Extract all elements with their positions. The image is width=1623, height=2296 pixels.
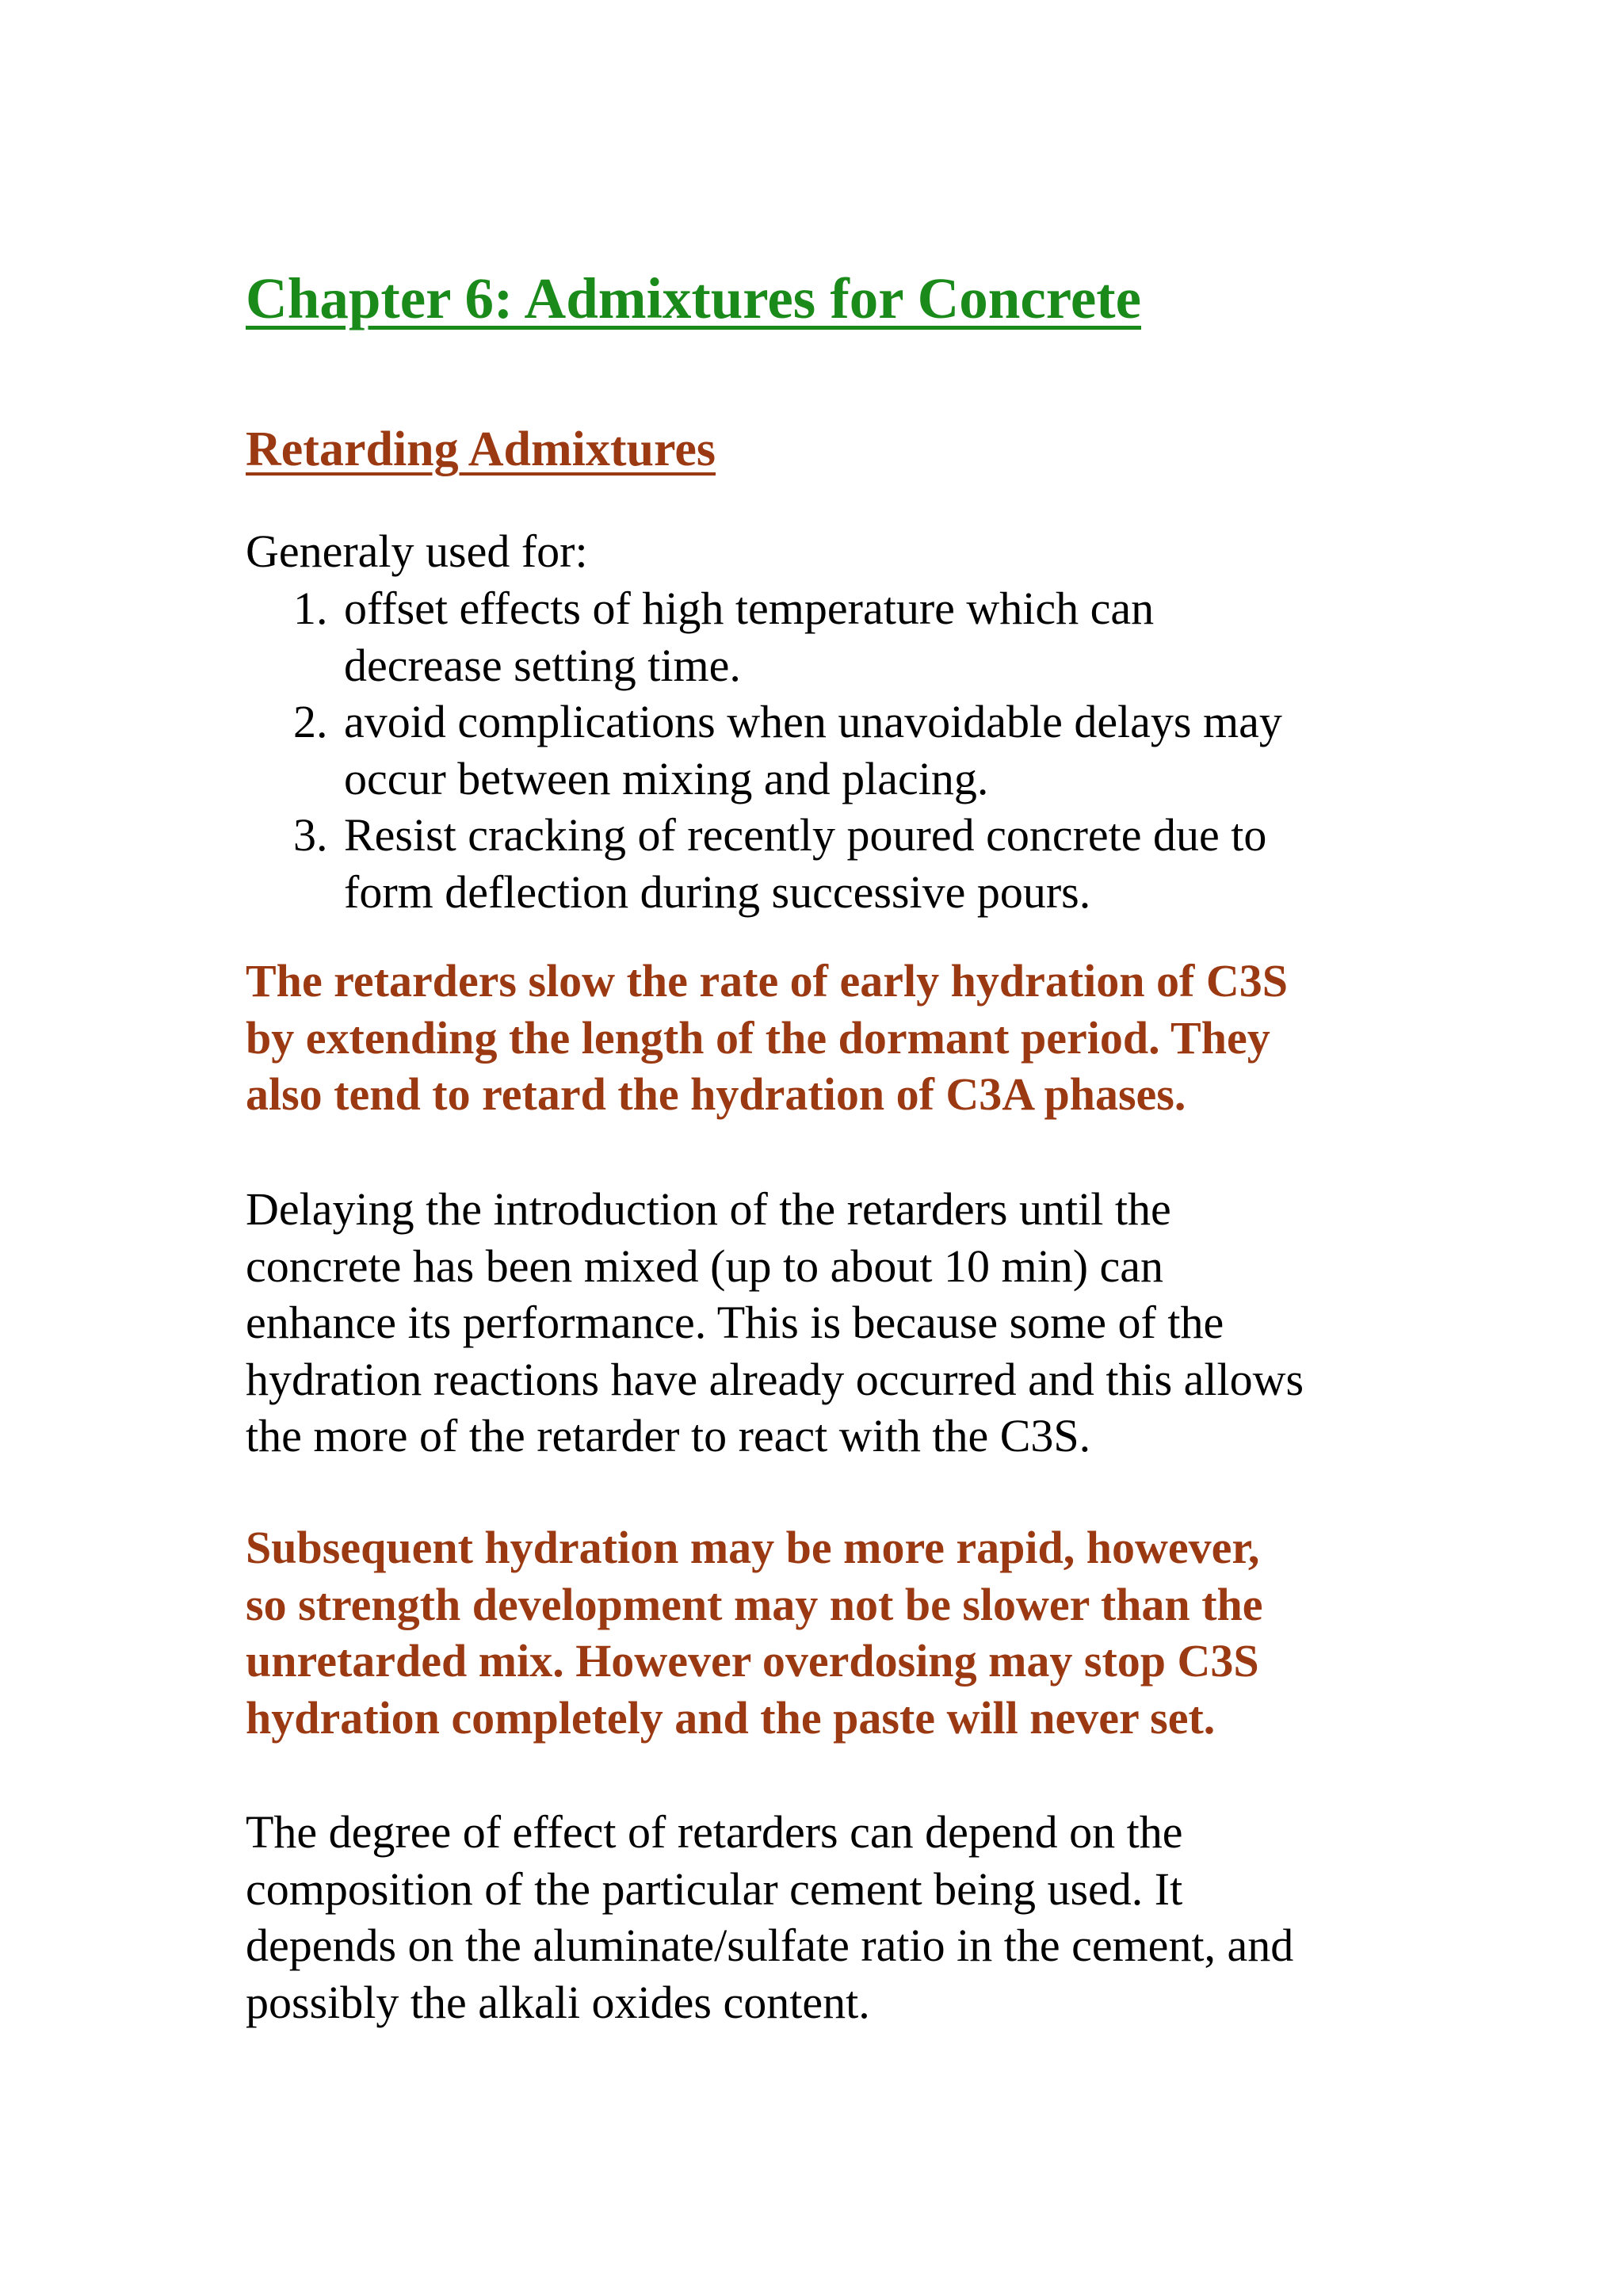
paragraph-line: hydration completely and the paste will never set. <box>246 1691 1216 1744</box>
paragraph-line: Delaying the introduction of the retarders until the <box>246 1183 1171 1235</box>
paragraph-subsequent-hydration <box>246 1519 1403 1746</box>
paragraph-line: so strength development may not be slower than the <box>246 1578 1263 1630</box>
paragraph-line: concrete has been mixed (up to about 10 min) can <box>246 1240 1163 1292</box>
list-item-line: offset effects of high temperature which can <box>344 583 1155 634</box>
paragraph-delayed-introduction <box>246 1181 1403 1465</box>
list-item-number: 2. <box>293 696 328 747</box>
paragraph-line: depends on the aluminate/sulfate ratio in the cement, and <box>246 1920 1294 1971</box>
chapter-title: Chapter 6: Admixtures for Concrete <box>246 266 1142 330</box>
list-item-line: Resist cracking of recently poured concrete due to <box>344 809 1267 861</box>
list-item-line: form deflection during successive pours. <box>344 865 1091 918</box>
paragraph-line: possibly the alkali oxides content. <box>246 1976 870 2028</box>
paragraph-line: the more of the retarder to react with the C3S. <box>246 1410 1091 1461</box>
intro-text: Generaly used for: <box>246 525 588 577</box>
list-item <box>246 693 1403 807</box>
list-item-line: occur between mixing and placing. <box>344 752 989 804</box>
paragraph-line: composition of the particular cement being used. It <box>246 1862 1183 1915</box>
paragraph-line: hydration reactions have already occurred and this allows <box>246 1353 1304 1405</box>
list-item-number: 3. <box>293 809 328 861</box>
paragraph-line: unretarded mix. However overdosing may stop C3S <box>246 1635 1259 1687</box>
list-item-line: avoid complications when unavoidable delays may <box>344 696 1282 747</box>
paragraph-line: by extending the length of the dormant period. They <box>246 1011 1270 1064</box>
paragraph-retarder-mechanism <box>246 953 1403 1123</box>
paragraph-line: Subsequent hydration may be more rapid, however, <box>246 1522 1260 1573</box>
section-title: Retarding Admixtures <box>246 422 716 476</box>
paragraph-line: The retarders slow the rate of early hydration of C3S <box>246 955 1288 1007</box>
paragraph-line: enhance its performance. This is because some of the <box>246 1297 1224 1348</box>
paragraph-line: The degree of effect of retarders can depend on the <box>246 1806 1183 1858</box>
paragraph-degree-of-effect <box>246 1804 1403 2030</box>
list-item-number: 1. <box>293 583 328 634</box>
list-item-line: decrease setting time. <box>344 639 741 691</box>
list-item <box>246 807 1403 920</box>
list-item <box>246 580 1403 693</box>
paragraph-line: also tend to retard the hydration of C3A phases. <box>246 1068 1186 1120</box>
uses-list <box>246 580 1403 920</box>
